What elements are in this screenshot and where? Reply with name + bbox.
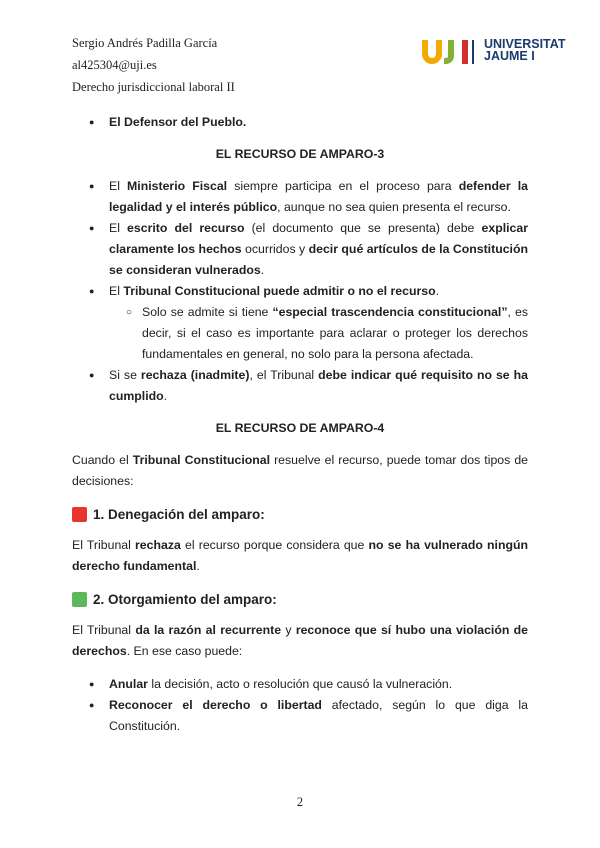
green-square-icon [72,592,87,607]
otorgamiento-list [72,674,528,737]
heading-denegacion [72,504,528,525]
logo-line-1: UNIVERSITAT [484,37,566,51]
page-number: 2 [296,795,304,809]
paragraph-otorgamiento: El Tribunal da la razón al recurrente y reconoce que sí hubo una violación de derechos. En ese caso puede: [72,623,529,658]
list-item: ● El escrito del recurso (el documento que se presenta) debe explicar claramente los hechos ocurridos y decir qué artículos de la Constitución se consideran vulnerados. [72,218,528,281]
heading-otorgamiento [72,589,528,610]
heading-text: 2. Otorgamiento del amparo: [93,592,277,607]
section-title-4: EL RECURSO DE AMPARO-4 [215,421,385,435]
list-item: ● El Tribunal Constitucional puede admitir o no el recurso. [72,281,528,302]
document-body [72,112,528,737]
paragraph-denegacion: El Tribunal rechaza el recurso porque considera que no se ha vulnerado ningún derecho fundamental. [72,538,528,573]
list-item: ● El Defensor del Pueblo. [72,112,528,133]
list-item: ● El Ministerio Fiscal siempre participa en el proceso para defender la legalidad y el interés público, aunque no sea quien presenta el recurso. [72,176,528,218]
top-list [72,112,528,133]
sub-list-item: ○ Solo se admite si tiene “especial trascendencia constitucional”, es decir, si el caso es importante para aclarar o proteger los derechos fundamentales en general, no solo para la persona afectada. [72,302,528,365]
logo-wordmark [484,38,565,62]
red-square-icon [72,507,87,522]
logo-line-2: JAUME I [484,49,535,63]
list-item: ● Reconocer el derecho o libertad afectado, según lo que diga la Constitución. [72,695,528,737]
section3-list [72,176,528,302]
section-title-3: EL RECURSO DE AMPARO-3 [215,147,385,161]
section3-sublist [72,302,528,365]
list-item: ● Si se rechaza (inadmite), el Tribunal debe indicar qué requisito no se ha cumplido. [72,365,528,407]
author-email: al425304@uji.es [72,58,157,72]
course-name: Derecho jurisdiccional laboral II [72,80,235,94]
list-item: ● Anular la decisión, acto o resolución que causó la vulneración. [72,674,528,695]
heading-text: 1. Denegación del amparo: [93,507,265,522]
author-name: Sergio Andrés Padilla García [72,36,218,50]
intro-paragraph: Cuando el Tribunal Constitucional resuelve el recurso, puede tomar dos tipos de decisiones: [72,453,528,488]
section3-list-end [72,365,528,407]
